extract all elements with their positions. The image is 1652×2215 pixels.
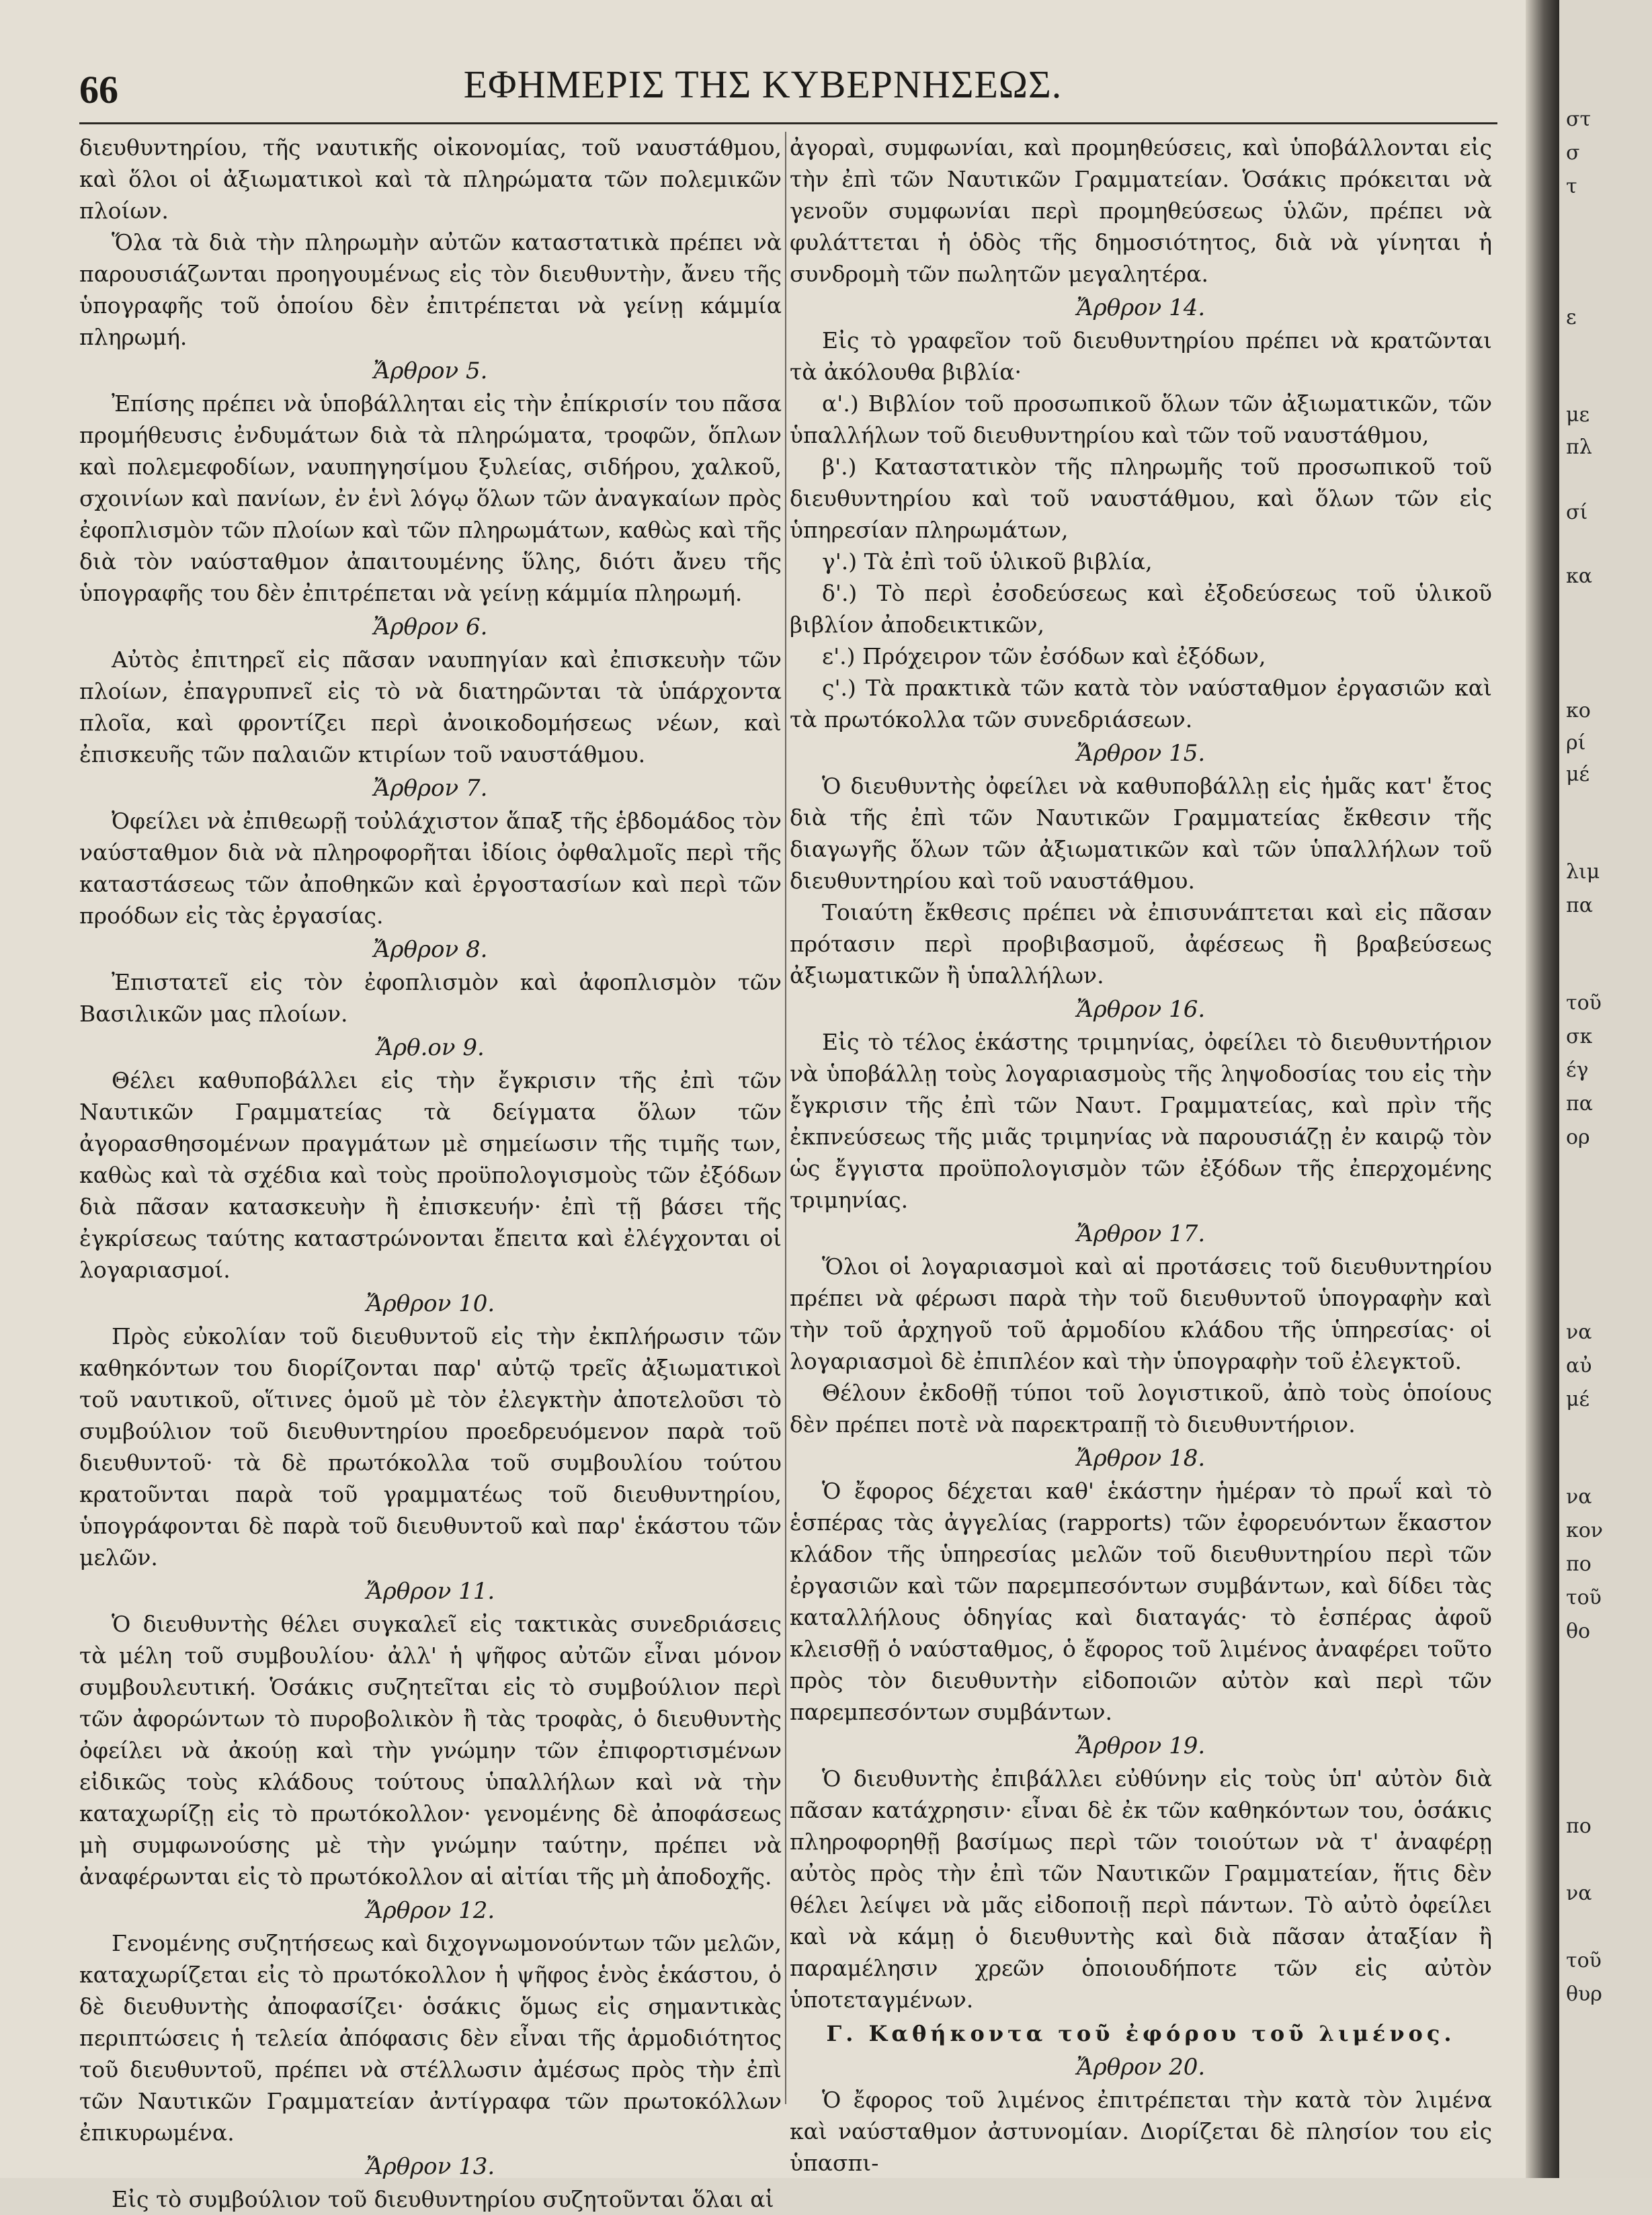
article-heading: Ἄρθρον 11. (366, 1578, 495, 1605)
paragraph: Θέλουν ἐκδοθῇ τύποι τοῦ λογιστικοῦ, ἀπὸ τοὺς ὁποίους δὲν πρέπει ποτὲ νὰ παρεκτραπῇ τὸ διευθυντήριον. (790, 1380, 1492, 1437)
paragraph: Εἰς τὸ γραφεῖον τοῦ διευθυντηρίου πρέπει νὰ κρατῶνται τὰ ἀκόλουθα βιβλία· (790, 327, 1492, 385)
text-fragment: ρί (1566, 731, 1586, 755)
paragraph: Ὁ διευθυντὴς θέλει συγκαλεῖ εἰς τακτικὰς συνεδριάσεις τὰ μέλη τοῦ συμβουλίου· ἀλλ' ἡ ψῆφος αὐτῶν εἶναι μόνον συμβουλευτική. Ὁσάκις συζητεῖται εἰς τὸ συμβούλιον περὶ τῶν ἀφορώντων τὸ πυροβολικὸν ἢ τὰς τροφὰς, ὁ διευθυντὴς ὀφείλει νὰ ἀκούῃ καὶ τὴν γνώμην τῶν ἐπιφορτισμένων εἰδικῶς τοὺς κλάδους τούτους ὑπαλλήλων καὶ νὰ τὴν καταχωρίζῃ εἰς τὸ πρωτόκολλον· γενομένης δὲ ἀποφάσεως μὴ συμφωνούσης μὲ τὴν γνώμην ταύτην, πρέπει νὰ ἀναφέρωνται εἰς τὸ πρωτόκολλον αἱ αἰτίαι τῆς μὴ ἀποδοχῆς. (79, 1611, 782, 1890)
text-fragment: πλ (1566, 435, 1592, 459)
list-item: α'.) Βιβλίον τοῦ προσωπικοῦ ὅλων τῶν ἀξιωματικῶν, τῶν ὑπαλλήλων τοῦ διευθυντηρίου καὶ τῶν τοῦ ναυστάθμου, (790, 390, 1492, 448)
paragraph: Ὁ ἔφορος δέχεται καθ' ἑκάστην ἡμέραν τὸ πρωΐ καὶ τὸ ἑσπέρας τὰς ἀγγελίας (rapports) τῶν ἐφορευόντων ἕκαστον κλάδον τῆς ὑπηρεσίας μελῶν τοῦ διευθυντηρίου περὶ τῶν ἐργασιῶν καὶ τῶν παρεμπεσόντων συμβάντων, καὶ δίδει τὰς καταλλήλους ὁδηγίας καὶ διαταγάς· τὸ ἑσπέρας ἀφοῦ κλεισθῇ ὁ ναύσταθμος, ὁ ἔφορος τοῦ λιμένος ἀναφέρει τοῦτο πρὸς τὸν διευθυντὴν εἰδοποιῶν αὐτὸν καὶ περὶ τῶν παρεμπεσόντων συμβάντων. (790, 1478, 1492, 1725)
paragraph: Αὐτὸς ἐπιτηρεῖ εἰς πᾶσαν ναυπηγίαν καὶ ἐπισκευὴν τῶν πλοίων, ἐπαγρυπνεῖ εἰς τὸ νὰ διατηρῶνται τὰ ὑπάρχοντα πλοῖα, καὶ φροντίζει περὶ ἀνοικοδομήσεως νέων, καὶ ἐπισκευῆς τῶν παλαιῶν κτιρίων τοῦ ναυστάθμου. (79, 646, 782, 767)
section-heading: Γ. Καθήκοντα τοῦ ἐφόρου τοῦ λιμένος. (826, 2021, 1456, 2046)
text-fragment: έγ (1566, 1058, 1589, 1082)
text-fragment: αὐ (1566, 1354, 1592, 1378)
text-fragment: θο (1566, 1620, 1591, 1643)
article-heading: Ἄρθρον 5. (373, 358, 488, 384)
text-fragment: πα (1566, 894, 1593, 917)
text-fragment: να (1566, 1485, 1592, 1509)
article-heading: Ἄρθρον 7. (373, 775, 488, 802)
article-heading: Ἄρθρον 8. (373, 936, 488, 963)
article-heading: Ἄρθ.ον 9. (376, 1034, 485, 1061)
text-fragment: τοῦ (1566, 1586, 1602, 1610)
page-number: 66 (79, 68, 118, 112)
article-heading: Ἄρθρον 13. (366, 2153, 495, 2180)
article-heading: Ἄρθρον 20. (1076, 2054, 1206, 2081)
text-fragment: μέ (1566, 763, 1590, 786)
paragraph: Ὅλοι οἱ λογαριασμοὶ καὶ αἱ προτάσεις τοῦ διευθυντηρίου πρέπει νὰ φέρωσι παρὰ τὴν τοῦ διευθυντοῦ ὑπογραφὴν καὶ τὴν τοῦ ἀρχηγοῦ τοῦ ἁρμοδίου κλάδου τῆς ὑπηρεσίας· οἱ λογαριασμοὶ δὲ ἐπιπλέον καὶ τὴν ὑπογραφὴν τοῦ ἐλεγκτοῦ. (790, 1253, 1492, 1374)
text-fragment: τ (1566, 175, 1577, 198)
text-fragment: μέ (1566, 1388, 1590, 1411)
book-gutter (1526, 0, 1559, 2178)
paragraph: Ὁ ἔφορος τοῦ λιμένος ἐπιτρέπεται τὴν κατὰ τὸν λιμένα καὶ ναύσταθμον ἀστυνομίαν. Διορίζεται δὲ πλησίον του εἰς ὑπασπι- (790, 2087, 1492, 2176)
list-item: ς'.) Τὰ πρακτικὰ τῶν κατὰ τὸν ναύσταθμον ἐργασιῶν καὶ τὰ πρωτόκολλα τῶν συνεδριάσεων. (790, 675, 1492, 733)
article-heading: Ἄρθρον 16. (1076, 996, 1206, 1023)
text-fragment: λιμ (1566, 860, 1600, 884)
header-rule (79, 122, 1497, 124)
adjacent-page-edge (1559, 0, 1652, 2178)
paragraph: Πρὸς εὐκολίαν τοῦ διευθυντοῦ εἰς τὴν ἐκπλήρωσιν τῶν καθηκόντων του διορίζονται παρ' αὐτῷ τρεῖς ἀξιωματικοὶ τοῦ ναυτικοῦ, οἵτινες ὁμοῦ μὲ τὸν ἐλεγκτὴν ἀποτελοῦσι τὸ συμβούλιον τοῦ διευθυντηρίου προεδρευόμενον παρὰ τοῦ διευθυντοῦ· τὰ δὲ πρωτόκολλα τοῦ συμβουλίου τούτου κρατοῦνται παρὰ τοῦ γραμματέως τοῦ διευθυντηρίου, ὑπογράφονται δὲ παρὰ τοῦ διευθυντοῦ καὶ παρ' ἑκάστου τῶν μελῶν. (79, 1323, 782, 1571)
column-divider (785, 132, 786, 2104)
paragraph: ἀγοραὶ, συμφωνίαι, καὶ προμηθεύσεις, καὶ ὑποβάλλονται εἰς τὴν ἐπὶ τῶν Ναυτικῶν Γραμματείαν. Ὁσάκις πρόκειται νὰ γενοῦν συμφωνίαι περὶ προμηθεύσεως ὑλῶν, πρέπει νὰ φυλάττεται ἡ ὁδὸς τῆς δημοσιότητος, διὰ νὰ γίνηται ἡ συνδρομὴ τῶν πωλητῶν μεγαλητέρα. (790, 134, 1492, 287)
text-fragment: σ (1566, 141, 1580, 165)
text-fragment: με (1566, 403, 1590, 427)
list-item: ε'.) Πρόχειρον τῶν ἐσόδων καὶ ἐξόδων, (822, 643, 1266, 669)
paragraph: διευθυντηρίου, τῆς ναυτικῆς οἰκονομίας, τοῦ ναυστάθμου, καὶ ὅλοι οἱ ἀξιωματικοὶ καὶ τὰ πληρώματα τῶν πολεμικῶν πλοίων. (79, 134, 782, 224)
paragraph: Ὁ διευθυντὴς ἐπιβάλλει εὐθύνην εἰς τοὺς ὑπ' αὐτὸν διὰ πᾶσαν κατάχρησιν· εἶναι δὲ ἐκ τῶν καθηκόντων του, ὁσάκις πληροφορηθῇ βασίμως περὶ τῶν τοιούτων νὰ τ' ἀναφέρῃ αὐτὸς πρὸς τὴν ἐπὶ τῶν Ναυτικῶν Γραμματείαν, ἥτις δὲν θέλει λείψει νὰ μᾶς εἰδοποιῇ περὶ πάντων. Τὸ αὐτὸ ὀφείλει καὶ νὰ κάμῃ ὁ διευθυντὴς καὶ διὰ πᾶσαν ἀταξίαν ἢ παραμέλησιν χρεῶν ὁποιουδήποτε τῶν εἰς αὐτὸν ὑποτεταγμένων. (790, 1765, 1492, 2013)
text-fragment: τοῦ (1566, 991, 1602, 1015)
paragraph: Γενομένης συζητήσεως καὶ διχογνωμονούντων τῶν μελῶν, καταχωρίζεται εἰς τὸ πρωτόκολλον ἡ ψῆφος ἑνὸς ἑκάστου, ὁ δὲ διευθυντὴς ἀποφασίζει· ὁσάκις ὅμως εἰς σημαντικὰς περιπτώσεις ἡ τελεία ἀπόφασις δὲν εἶναι τῆς ἁρμοδιότητος τοῦ διευθυντοῦ, πρέπει νὰ στέλλωσιν ἀμέσως πρὸς τὴν ἐπὶ τῶν Ναυτικῶν Γραμματείαν ἀντίγραφα τῶν πρωτοκόλλων ἐπικυρωμένα. (79, 1930, 782, 2146)
paragraph: Ἐπιστατεῖ εἰς τὸν ἐφοπλισμὸν καὶ ἀφοπλισμὸν τῶν Βασιλικῶν μας πλοίων. (79, 969, 782, 1027)
article-heading: Ἄρθρον 18. (1076, 1445, 1206, 1472)
text-fragment: ορ (1566, 1126, 1590, 1149)
text-fragment: στ (1566, 108, 1592, 131)
text-fragment: κα (1566, 565, 1593, 588)
paragraph: Ὅλα τὰ διὰ τὴν πληρωμὴν αὐτῶν καταστατικὰ πρέπει νὰ παρουσιάζωνται προηγουμένως εἰς τὸν διευθυντὴν, ἄνευ τῆς ὑπογραφῆς τοῦ ὁποίου δὲν ἐπιτρέπεται νὰ γείνῃ κάμμία πληρωμή. (79, 229, 782, 350)
list-item: γ'.) Τὰ ἐπὶ τοῦ ὑλικοῦ βιβλία, (822, 548, 1153, 575)
text-fragment: να (1566, 1882, 1592, 1905)
paragraph: Ὀφείλει νὰ ἐπιθεωρῇ τοὐλάχιστον ἅπαξ τῆς ἑβδομάδος τὸν ναύσταθμον διὰ νὰ πληροφορῆται ἰδίοις ὀφθαλμοῖς περὶ τῆς καταστάσεως τῶν ἀποθηκῶν καὶ ἐργοστασίων καὶ περὶ τῶν προόδων εἰς τὰς ἐργασίας. (79, 808, 782, 929)
text-fragment: πο (1566, 1552, 1592, 1576)
text-fragment: κο (1566, 699, 1591, 722)
text-fragment: πο (1566, 1814, 1592, 1838)
text-fragment: κον (1566, 1519, 1604, 1542)
article-heading: Ἄρθρον 19. (1076, 1732, 1206, 1759)
article-heading: Ἄρθρον 10. (366, 1290, 495, 1317)
text-fragment: σκ (1566, 1025, 1593, 1048)
text-fragment: θυρ (1566, 1982, 1602, 2006)
paragraph: Ἐπίσης πρέπει νὰ ὑποβάλληται εἰς τὴν ἐπίκρισίν του πᾶσα προμήθευσις ἐνδυμάτων διὰ τὰ πληρώματα, τροφῶν, ὅπλων καὶ πολεμεφοδίων, ναυπηγησίμου ξυλείας, σιδήρου, χαλκοῦ, σχοινίων καὶ πανίων, ἐν ἑνὶ λόγῳ ὅλων τῶν ἀναγκαίων πρὸς ἐφοπλισμὸν τῶν πλοίων καὶ τῶν πληρωμάτων, καθὼς καὶ τῆς διὰ τὸν ναύσταθμον ἀπαιτουμένης ὕλης, διότι ἄνευ τῆς ὑπογραφῆς του δὲν ἐπιτρέπεται νὰ γείνῃ κάμμία πληρωμή. (79, 390, 782, 606)
article-heading: Ἄρθρον 15. (1076, 740, 1206, 767)
article-heading: Ἄρθρον 14. (1076, 294, 1206, 321)
text-fragment: να (1566, 1321, 1592, 1344)
article-heading: Ἄρθρον 12. (366, 1897, 495, 1924)
paragraph: Εἰς τὸ συμβούλιον τοῦ διευθυντηρίου συζητοῦνται ὅλαι αἱ (112, 2186, 774, 2212)
paragraph: Θέλει καθυποβάλλει εἰς τὴν ἔγκρισιν τῆς ἐπὶ τῶν Ναυτικῶν Γραμματείας τὰ δείγματα ὅλων τῶν ἀγορασθησομένων πραγμάτων μὲ σημείωσιν τῆς τιμῆς των, καθὼς καὶ τὰ σχέδια καὶ τοὺς προϋπολογισμοὺς τῶν ἐξόδων διὰ πᾶσαν κατασκευὴν ἢ ἐπισκευήν· ἐπὶ τῇ βάσει τῆς ἐγκρίσεως ταύτης καταστρώνονται ἔπειτα καὶ ἐλέγχονται οἱ λογαριασμοί. (79, 1067, 782, 1283)
paragraph: Τοιαύτη ἔκθεσις πρέπει νὰ ἐπισυνάπτεται καὶ εἰς πᾶσαν πρότασιν περὶ προβιβασμοῦ, ἀφέσεως ἢ βραβεύσεως ἀξιωματικῶν ἢ ὑπαλλήλων. (790, 899, 1492, 989)
left-column (79, 132, 782, 2212)
text-fragment: πα (1566, 1092, 1593, 1116)
list-item: δ'.) Τὸ περὶ ἐσοδεύσεως καὶ ἐξοδεύσεως τοῦ ὑλικοῦ βιβλίον ἀποδεικτικῶν, (790, 580, 1492, 638)
text-fragment: ε (1566, 306, 1577, 329)
list-item: β'.) Καταστατικὸν τῆς πληρωμῆς τοῦ προσωπικοῦ τοῦ διευθυντηρίου καὶ τοῦ ναυστάθμου, καὶ ὅλων τῶν εἰς ὑπηρεσίαν πληρωμάτων, (790, 454, 1492, 543)
text-fragment: σί (1566, 501, 1588, 524)
running-title: ΕΦΗΜΕΡΙΣ ΤΗΣ ΚΥΒΕΡΝΗΣΕΩΣ. (463, 62, 1063, 106)
paragraph: Ὁ διευθυντὴς ὀφείλει νὰ καθυποβάλλῃ εἰς ἡμᾶς κατ' ἔτος διὰ τῆς ἐπὶ τῶν Ναυτικῶν Γραμματείας ἔκθεσιν τῆς διαγωγῆς ὅλων τῶν ἀξιωματικῶν καὶ τῶν ὑπαλλήλων τοῦ διευθυντηρίου καὶ τοῦ ναυστάθμου. (790, 773, 1492, 894)
article-heading: Ἄρθρον 17. (1076, 1220, 1206, 1247)
article-heading: Ἄρθρον 6. (373, 614, 488, 640)
text-fragment: τοῦ (1566, 1949, 1602, 1972)
paragraph: Εἰς τὸ τέλος ἑκάστης τριμηνίας, ὀφείλει τὸ διευθυντήριον νὰ ὑποβάλλῃ τοὺς λογαριασμοὺς τῆς ληψοδοσίας του εἰς τὴν ἔγκρισιν τῆς ἐπὶ τῶν Ναυτ. Γραμματείας, καὶ πρὶν τῆς ἐκπνεύσεως τῆς μιᾶς τριμηνίας νὰ παρουσιάζῃ ἐν καιρῷ τὸν ὡς ἔγγιστα προϋπολογισμὸν τῶν ἐξόδων τῆς ἐπερχομένης τριμηνίας. (790, 1029, 1492, 1213)
right-column (790, 132, 1492, 2176)
